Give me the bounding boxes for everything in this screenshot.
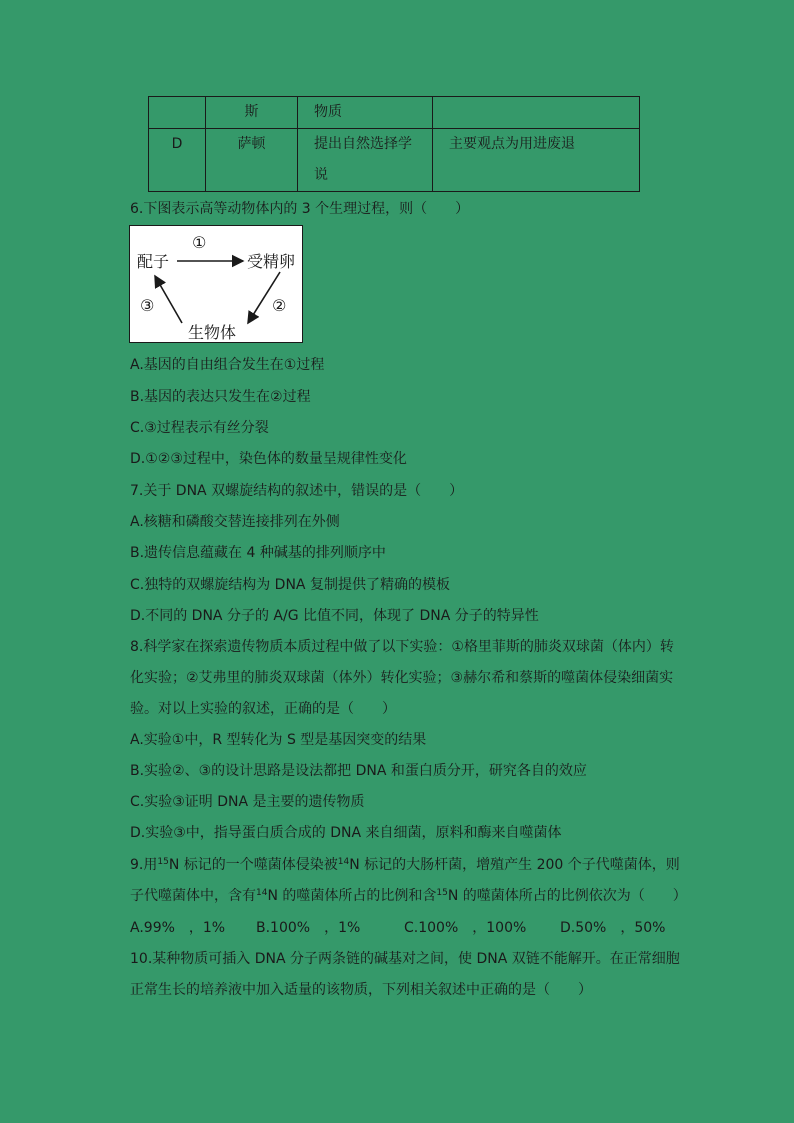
q7-option-b: B.遗传信息蕴藏在 4 种碱基的排列顺序中 <box>130 545 386 561</box>
process-1-label: ① <box>192 233 207 252</box>
question-9-line-1 <box>130 854 680 874</box>
cell-text: 斯 <box>244 104 259 120</box>
q7-option-d: D.不同的 DNA 分子的 A/G 比值不同，体现了 DNA 分子的特异性 <box>130 608 539 624</box>
cell-text: 萨顿 <box>237 136 266 152</box>
table-cell <box>206 97 298 129</box>
isotope-15-superscript: 15 <box>436 888 448 898</box>
q9-option-c: C.100% ，100% <box>404 920 527 936</box>
cell-text: 说 <box>314 167 328 183</box>
table-cell <box>206 129 298 192</box>
question-8-line-3: 验。对以上实验的叙述，正确的是（ ） <box>130 701 396 717</box>
table-cell <box>149 97 206 129</box>
organism-label: 生物体 <box>188 323 237 342</box>
q9-option-a: A.99% ，1% <box>130 920 226 936</box>
q7-option-a: A.核糖和磷酸交替连接排列在外侧 <box>130 514 340 530</box>
question-8-line-2: 化实验；②艾弗里的肺炎双球菌（体外）转化实验；③赫尔希和蔡斯的噬菌体侵染细菌实 <box>130 670 674 686</box>
table-cell <box>433 129 640 192</box>
cell-text: 物质 <box>314 104 342 120</box>
q8-option-b: B.实验②、③的设计思路是设法都把 DNA 和蛋白质分开，研究各自的效应 <box>130 763 587 779</box>
question-9-line-2 <box>130 885 687 905</box>
q9-text: 9.用 <box>130 857 158 873</box>
q6-option-c: C.③过程表示有丝分裂 <box>130 420 269 436</box>
q7-option-c: C.独特的双螺旋结构为 DNA 复制提供了精确的模板 <box>130 577 450 593</box>
q9-text: N 标记的大肠杆菌，增殖产生 200 个子代噬菌体，则 <box>349 857 680 873</box>
q6-option-d: D.①②③过程中，染色体的数量呈规律性变化 <box>130 451 407 467</box>
q9-option-b: B.100% ，1% <box>256 920 361 936</box>
table-cell <box>298 97 433 129</box>
q6-option-a: A.基因的自由组合发生在①过程 <box>130 357 325 373</box>
comparison-table <box>148 96 640 192</box>
arrow-3 <box>155 276 182 323</box>
process-2-label: ② <box>272 296 287 315</box>
isotope-15-superscript: 15 <box>157 857 169 867</box>
table-cell <box>298 129 433 192</box>
q6-option-b: B.基因的表达只发生在②过程 <box>130 389 311 405</box>
question-10-line-1: 10.某种物质可插入 DNA 分子两条链的碱基对之间，使 DNA 双链不能解开。在正常细胞 <box>130 951 680 967</box>
isotope-14-superscript: 14 <box>337 857 350 867</box>
q9-text: N 标记的一个噬菌体侵染被 <box>168 857 338 873</box>
q9-text: N 的噬菌体所占的比例和含 <box>267 888 437 904</box>
table-cell <box>149 129 206 192</box>
q9-text: 子代噬菌体中，含有 <box>130 888 256 904</box>
question-8-line-1: 8.科学家在探索遗传物质本质过程中做了以下实验：①格里菲斯的肺炎双球菌（体内）转 <box>130 639 674 655</box>
table-row <box>149 129 640 192</box>
q8-option-a: A.实验①中，R 型转化为 S 型是基因突变的结果 <box>130 732 427 748</box>
process-3-label: ③ <box>140 296 155 315</box>
q9-text: N 的噬菌体所占的比例依次为（ ） <box>447 888 687 904</box>
question-7-stem: 7.关于 DNA 双螺旋结构的叙述中，错误的是（ ） <box>130 483 464 499</box>
cell-text: 主要观点为用进废退 <box>449 136 575 152</box>
table-cell <box>433 97 640 129</box>
q8-option-d: D.实验③中，指导蛋白质合成的 DNA 来自细菌，原料和酶来自噬菌体 <box>130 825 562 841</box>
q8-option-c: C.实验③证明 DNA 是主要的遗传物质 <box>130 794 365 810</box>
isotope-14-superscript: 14 <box>256 888 268 898</box>
question-10-line-2: 正常生长的培养液中加入适量的该物质，下列相关叙述中正确的是（ ） <box>130 982 592 998</box>
gamete-label: 配子 <box>137 252 170 271</box>
question-6-stem: 6.下图表示高等动物体内的 3 个生理过程，则（ ） <box>130 201 470 217</box>
zygote-label: 受精卵 <box>247 252 296 271</box>
cell-text: 提出自然选择学 <box>314 136 412 152</box>
table-row <box>149 97 640 129</box>
q9-option-d: D.50% ，50% <box>560 920 666 936</box>
life-cycle-diagram <box>129 225 303 343</box>
cell-text: D <box>171 136 183 152</box>
